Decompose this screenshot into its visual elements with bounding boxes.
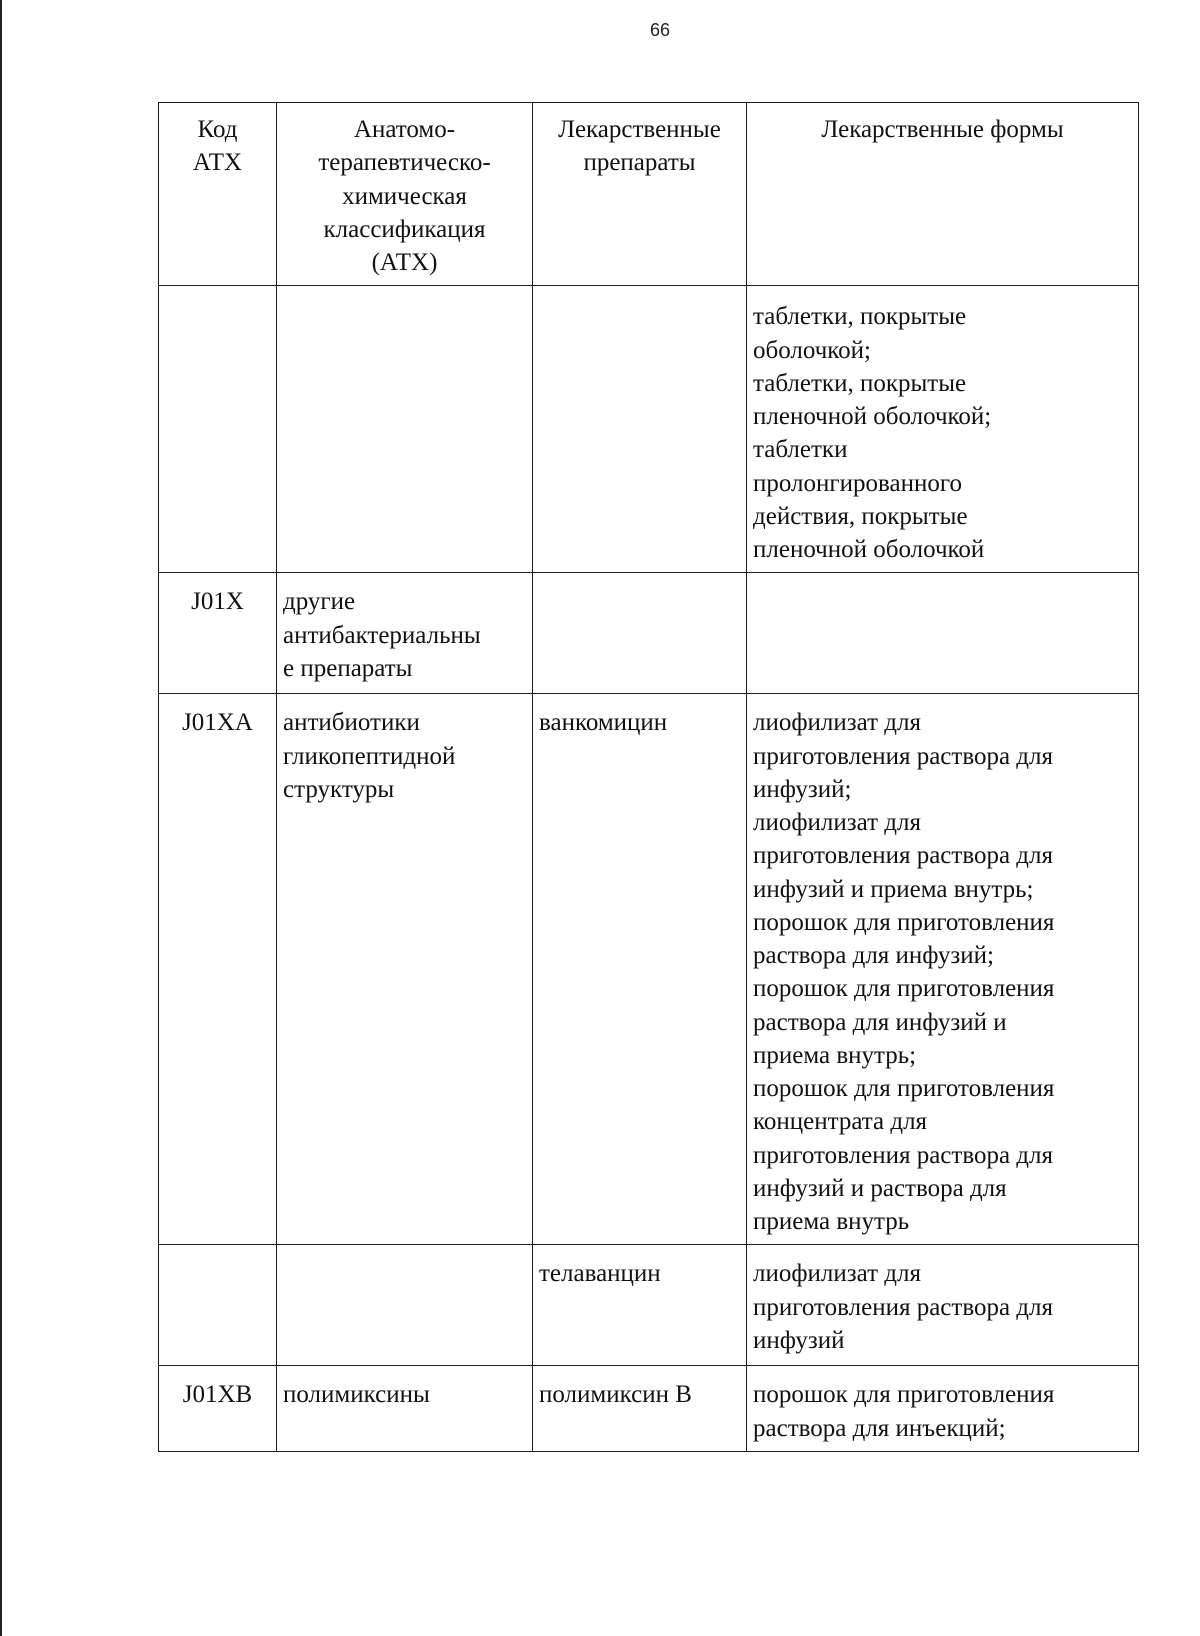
header-drugs: Лекарственные препараты [533,103,747,286]
cell-code [159,286,277,573]
table-row [159,286,1139,573]
cell-drug [533,573,747,694]
cell-drug: телаванцин [533,1245,747,1366]
cell-code [159,1245,277,1366]
cell-code: J01XA [159,694,277,1245]
table-row [159,1366,1139,1452]
cell-forms: таблетки, покрытые оболочкой; таблетки, покрытые пленочной оболочкой; таблетки пролонгированного действия, покрытые пленочной оболочкой [747,286,1139,573]
header-code: Код АТХ [159,103,277,286]
header-classification: Анатомо- терапевтическо- химическая классификация (АТХ) [277,103,533,286]
cell-code: J01X [159,573,277,694]
cell-code: J01XB [159,1366,277,1452]
cell-classification [277,286,533,573]
cell-classification: антибиотики гликопептидной структуры [277,694,533,1245]
cell-classification: полимиксины [277,1366,533,1452]
cell-forms: порошок для приготовления раствора для инъекций; [747,1366,1139,1452]
scan-edge [0,0,2,1636]
table-row [159,694,1139,1245]
cell-drug: полимиксин В [533,1366,747,1452]
atx-table [158,102,1139,1452]
cell-forms: лиофилизат для приготовления раствора для инфузий; лиофилизат для приготовления раствора для инфузий и приема внутрь; порошок для приготовления раствора для инфузий; порошок для приготовления раствора для инфузий и приема внутрь; порошок для приготовления концентрата для приготовления раствора для инфузий и раствора для приема внутрь [747,694,1139,1245]
cell-drug: ванкомицин [533,694,747,1245]
table-row [159,573,1139,694]
header-forms: Лекарственные формы [747,103,1139,286]
cell-forms [747,573,1139,694]
table-header-row [159,103,1139,286]
cell-drug [533,286,747,573]
cell-classification: другие антибактериальны е препараты [277,573,533,694]
cell-forms: лиофилизат для приготовления раствора для инфузий [747,1245,1139,1366]
table-row [159,1245,1139,1366]
cell-classification [277,1245,533,1366]
page-number: 66 [649,20,671,40]
